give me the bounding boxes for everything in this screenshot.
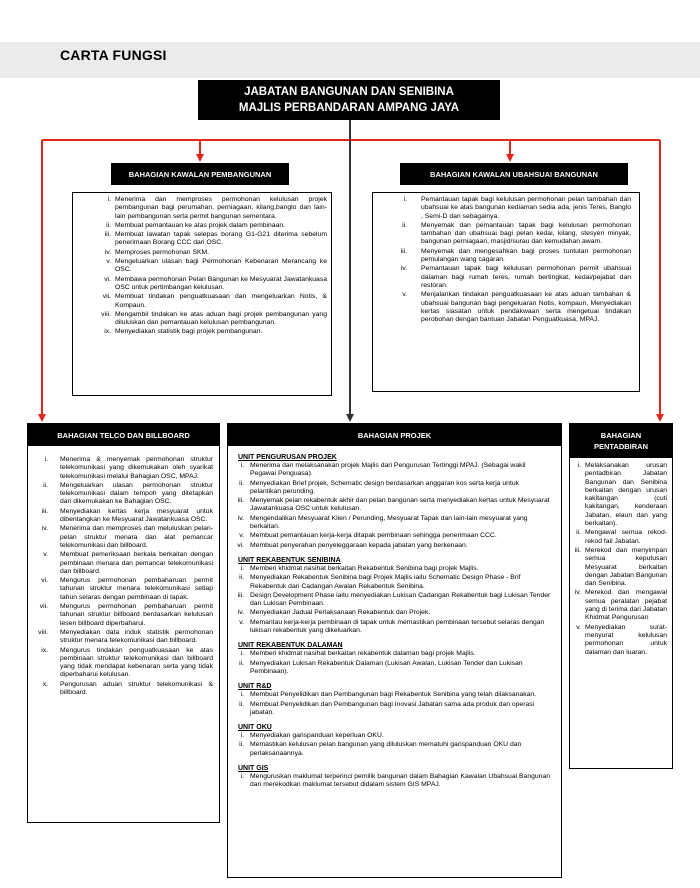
item-number: iv. xyxy=(574,589,581,597)
item-text: Memberi khidmat nasihat berkaitan Rekabentuk Senibina bagi projek Majlis. xyxy=(250,564,479,572)
list-item xyxy=(228,515,551,532)
list-item xyxy=(73,293,327,310)
item-number: ix. xyxy=(104,328,111,336)
item-text: Menyediakan Jadual Perlaksanaan Rekabentuk dan Projek. xyxy=(250,609,431,617)
list-item xyxy=(373,222,631,247)
item-text: Menerima dan memproses permohonan kelulusan projek pembangunan bagi perumahan, perniagaan, kilang,banglo dan lain-lain pembangunan serta permit bangunan sementara. xyxy=(115,196,327,220)
item-number: viii. xyxy=(101,310,111,318)
list-item xyxy=(228,497,551,514)
item-number: v. xyxy=(402,291,407,299)
list-item xyxy=(570,547,667,588)
item-number: v. xyxy=(43,551,48,559)
list-item xyxy=(73,328,327,336)
projek-unit xyxy=(228,765,555,790)
item-text: Membuat tindakan penguatkuasaan dan mengeluarkan Notis, & Kompaun. xyxy=(115,293,327,309)
list-item xyxy=(28,629,213,646)
item-number: v. xyxy=(239,532,244,540)
item-number: ii. xyxy=(239,659,244,667)
kawalan-pembangunan-title: BAHAGIAN KAWALAN PEMBANGUNAN xyxy=(111,163,289,185)
item-text: Mengawal semua rekod-rekod fail Jabatan. xyxy=(585,529,667,545)
item-text: Memproses permohonan SKM. xyxy=(115,248,210,256)
list-item xyxy=(73,231,327,248)
item-number: iv. xyxy=(104,248,111,256)
item-number: v. xyxy=(239,618,244,626)
item-text: Design Development Phase iaitu menyediakan Lukisan Cadangan Rekabentuk bagi Lukisan Tender dan Lukisan Pembinaan. xyxy=(250,591,551,608)
list-item xyxy=(228,462,551,479)
item-number: iii. xyxy=(574,546,581,554)
list-item xyxy=(228,542,551,550)
item-text: Menyediakan statistik bagi projek pembangunan. xyxy=(115,328,263,336)
item-text: Mengambil tindakan ke atas aduan bagi projek pembangunan yang diluluskan dan pemantauan kelulusan pembangunan. xyxy=(115,310,327,327)
item-text: Pemantauan tapak bagi kelulusan permohonan pelan tambahan dan ubahsuai ke atas bangunan kediaman sedia ada, jenis Teres, Banglo , Semi-D dan sebagainya. xyxy=(421,196,631,220)
list-item xyxy=(228,650,551,658)
list-item xyxy=(228,741,551,758)
item-text: Mengurus tindakan penguatkuasaan ke atas pembinaan struktur telekomunikasi dan billboard yang tidak mendapat kebenaran serta yang tidak diperbaharui kelulusan. xyxy=(60,646,213,679)
list-item xyxy=(570,624,667,657)
projek-title: BAHAGIAN PROJEK xyxy=(228,424,561,446)
department-name: JABATAN BANGUNAN DAN SENIBINA xyxy=(244,86,454,98)
unit-title: UNIT REKABENTUK SENIBINA xyxy=(238,556,341,564)
item-number: i. xyxy=(577,462,581,469)
item-number: i. xyxy=(107,196,111,203)
item-number: iv. xyxy=(400,265,407,273)
list-item xyxy=(73,258,327,275)
projek-unit xyxy=(228,724,555,758)
item-text: Melaksanakan urusan pentadbiran Jabatan Bangunan dan Senibina berkaitan dengan urusan kakitangan (cuti kakitangan, kenderaan Jabatan, elaun dan yang berkaitan). xyxy=(585,462,667,528)
item-number: iv. xyxy=(41,525,48,533)
unit-title: UNIT PENGURUSAN PROJEK xyxy=(238,454,337,461)
list-item xyxy=(228,480,551,497)
list-item xyxy=(570,529,667,546)
item-text: Menyemak dan pemantauan tapak bagi kelulusan permohonan tambahan dan ubahsuai bagi pelan kedai, kilang, stesyen minyak, bangunan perniagaan, masjid/surau dan kemudahan awam. xyxy=(421,221,631,246)
item-text: Mengurus permohonan pembaharuan permit tahunan struktur billboard berdasarkan kelulusan lesen billboard diperbaharui. xyxy=(60,603,213,627)
projek-unit xyxy=(228,642,555,676)
item-text: Menerima dan melaksanakan projek Majlis dari Pengurusan Tertinggi MPAJ. (Sebagai wakil Pegawai Penguasa). xyxy=(250,462,526,478)
item-number: x. xyxy=(42,680,48,688)
list-item xyxy=(28,681,213,698)
item-text: Menyediakan surat-menyurat kelulusan permohonan untuk dalaman dan luaran. xyxy=(585,623,667,656)
list-item xyxy=(73,276,327,293)
list-item xyxy=(228,619,551,636)
projek-unit xyxy=(228,557,555,635)
list-item xyxy=(28,456,213,481)
item-number: iii. xyxy=(104,231,111,239)
item-number: vi. xyxy=(41,577,48,585)
item-text: Menyediakan data induk statistik permohonan struktur menara telekomunikasi dan billboard. xyxy=(60,628,213,645)
item-number: ii. xyxy=(239,479,244,487)
telco-list xyxy=(28,446,219,697)
kawalan-ubahsuai-list xyxy=(373,193,639,324)
item-text: Menjalankan tindakan penguatkuasaan ke atas aduan tambahan & ubahsuai bangunan bagi pengeluaran Notis, kompaun, Menyediakan kertas siasatan untuk pendakwaan serta mengetuai tindakan perobohan dengan bantuan Jabatan Penguatkuasa, MPAJ. xyxy=(421,291,631,324)
projek-unit xyxy=(228,454,555,550)
list-item xyxy=(28,577,213,602)
unit-title: UNIT REKABENTUK DALAMAN xyxy=(238,642,343,650)
item-number: vii. xyxy=(102,293,111,301)
item-number: ii. xyxy=(239,574,244,582)
list-item xyxy=(228,565,551,573)
item-number: i. xyxy=(403,196,407,203)
list-item xyxy=(228,532,551,540)
item-text: Membuat pemeriksaan berkala berkaitan dengan pembinaan menara dan pemancar telekomunikasi dan billboard. xyxy=(60,551,213,575)
item-number: i. xyxy=(240,732,244,740)
kawalan-pembangunan-box xyxy=(72,192,332,396)
item-text: Membuat lawatan tapak selepas borang G1-G21 diterima sebelum penerimaan Borang CCC dari OSC. xyxy=(115,231,327,247)
unit-list xyxy=(228,773,555,790)
item-number: i. xyxy=(240,773,244,781)
unit-list xyxy=(228,650,555,676)
item-text: Merekod dan menyimpan semua keputusan Mesyuarat berkaitan dengan Jabatan Bangunan dan Senibina. xyxy=(585,546,667,588)
list-item xyxy=(373,248,631,265)
item-number: iii. xyxy=(237,591,244,599)
item-text: Menyediakan Brief projek, Schematic design berdasarkan anggaran kos serta kerja untuk pelantikan perunding. xyxy=(250,479,520,495)
item-number: ii. xyxy=(239,741,244,749)
item-text: Membuat pemantauan kerja-kerja ditapak pembinaan sehingga penerimaan CCC. xyxy=(250,532,497,540)
list-item xyxy=(28,603,213,628)
item-text: Menyediakan garispanduan keperluan OKU. xyxy=(250,732,384,740)
item-number: ix. xyxy=(41,646,48,654)
item-number: viii. xyxy=(38,628,48,636)
list-item xyxy=(373,265,631,290)
kawalan-ubahsuai-box xyxy=(372,192,640,392)
item-number: iv. xyxy=(237,514,244,522)
unit-title: UNIT R&D xyxy=(238,683,272,691)
item-number: i. xyxy=(240,462,244,469)
telco-title: BAHAGIAN TELCO DAN BILLBOARD xyxy=(28,424,219,446)
item-number: iii. xyxy=(400,247,407,255)
list-item xyxy=(228,609,551,617)
item-number: ii. xyxy=(43,481,48,489)
list-item xyxy=(228,691,551,699)
unit-list xyxy=(228,732,555,758)
unit-list xyxy=(228,462,555,550)
item-text: Mengendalikan Mesyuarat Klien / Perunding, Mesyuarat Tapak dan lain-lain mesyuarat yang berkaitan. xyxy=(250,514,528,531)
item-number: i. xyxy=(240,650,244,658)
list-item xyxy=(228,701,551,718)
list-item xyxy=(228,660,551,677)
item-text: Pengurusan aduan struktur telekomunikasi & billboard. xyxy=(60,680,213,697)
list-item xyxy=(373,196,631,221)
item-number: iii. xyxy=(41,507,48,515)
item-text: Menguruskan maklumat terperinci pemilik bangunan dalam Bahagian Kawalan Ubahsuai Bangunan dan merekodkan maklumat tersebut didalam sistem GIS MPAJ. xyxy=(250,773,551,789)
item-number: vi. xyxy=(237,541,244,549)
pentadbiran-title-line2: PENTADBIRAN xyxy=(593,442,649,451)
item-number: ii. xyxy=(402,221,407,229)
kawalan-pembangunan-list xyxy=(73,193,331,337)
item-number: ii. xyxy=(576,529,581,537)
item-text: Merekod dan mengawal semua peralatan pejabat yang di terima dari Jabatan Khidmat Pengurusan xyxy=(585,589,667,622)
item-text: Membuat penyerahan penyeleggaraan kepada jabatan yang berkenaan. xyxy=(250,541,468,549)
item-text: Menerima dan memproses dan meluluskan pelan-pelan struktur menara dan alat pemancar telekomunikasi dan billboard. xyxy=(60,525,213,549)
item-number: iv. xyxy=(237,609,244,617)
projek-units xyxy=(228,446,561,790)
unit-list xyxy=(228,565,555,635)
unit-list xyxy=(228,691,555,717)
list-item xyxy=(570,589,667,622)
list-item xyxy=(73,196,327,221)
item-number: i. xyxy=(240,564,244,572)
item-text: Memberi khidmat nasihat berkaitan rekabentuk dalaman bagi projek Majlis. xyxy=(250,650,476,658)
item-text: Membuat Penyelidikan dan Pembangunan bagi Rekabentuk Senibina yang telah dilaksanakan. xyxy=(250,691,537,699)
item-text: Menyemak dan mengesahkan bagi proses tuntutan permohonan pemulangan wang cagaran. xyxy=(421,247,631,264)
list-item xyxy=(228,592,551,609)
item-number: ii. xyxy=(239,700,244,708)
pentadbiran-title xyxy=(570,424,672,458)
list-item xyxy=(570,462,667,528)
list-item xyxy=(28,525,213,550)
list-item xyxy=(28,647,213,680)
item-text: Menyediakan kertas kerja mesyuarat untuk dibentangkan ke Mesyuarat Jawatankuasa OSC. xyxy=(60,507,213,524)
item-text: Menyediakan Lukisan Rekabentuk Dalaman (Lukisan Awalan, Lukisan Tender dan Lukisan Pembinaan). xyxy=(250,659,523,675)
item-number: v. xyxy=(106,258,111,266)
projek-unit xyxy=(228,683,555,717)
item-number: vi. xyxy=(104,275,111,283)
item-text: Memantau kerja-kerja pembinaan di tapak untuk memastikan pembinaan tersebut selaras dengan lukisan rekabentuk yang dikeluarkan. xyxy=(250,618,545,635)
pentadbiran-box xyxy=(569,423,673,769)
list-item xyxy=(73,249,327,257)
item-text: Mengeluarkan ulasan permohonan struktur telekomunikasi dalam tempoh yang ditetapkan dan dikemukakan ke Bahagian OSC. xyxy=(60,481,213,506)
item-text: Menyemak pelan rekabentuk akhir dan pelan bangunan serta menyediakan kertas untuk Mesyuarat Jawatankuasa OSC untuk kelulusan. xyxy=(250,497,550,513)
list-item xyxy=(28,508,213,525)
list-item xyxy=(228,574,551,591)
item-text: Menerima & menyemak permohonan struktur telekomunikasi yang dikemukakan oleh syarikat telekomunikasi melalui Bahagian OSC, MPAJ. xyxy=(60,456,213,480)
item-text: Membawa permohonan Pelan Bangunan ke Mesyuarat Jawatankuasa OSC untuk pertimbangan kelulusan. xyxy=(115,275,327,291)
list-item xyxy=(373,291,631,324)
council-name: MAJLIS PERBANDARAN AMPANG JAYA xyxy=(238,102,460,114)
list-item xyxy=(28,482,213,507)
item-text: Memastikan kelulusan pelan bangunan yang diluluskan mematuhi garispanduan OKU dan perlaksanaannya. xyxy=(250,741,522,757)
item-text: Membuat pemantauan ke atas projek dalam pembinaan. xyxy=(115,221,286,229)
item-number: v. xyxy=(576,623,581,631)
item-number: vii. xyxy=(39,603,48,611)
pentadbiran-title-line1: BAHAGIAN xyxy=(600,431,642,440)
item-text: Pemantauan tapak bagi kelulusan permohonan permit ubahsuai dalaman bagi rumah teres, rumah bertingkat, kedai/pejabat dan restoran. xyxy=(421,265,631,289)
list-item xyxy=(228,773,551,790)
projek-box xyxy=(227,423,562,878)
item-number: ii. xyxy=(106,221,111,229)
item-text: Mengeluarkan ulasan bagi Permohonan Kebenaran Merancang ke OSC. xyxy=(115,258,327,274)
list-item xyxy=(28,551,213,576)
pentadbiran-list xyxy=(570,458,672,657)
item-text: Membuat Penyelidikan dan Pembangunan bagi Inovasi Jabatan sama ada produk dan operasi jabatan. xyxy=(250,700,535,716)
list-item xyxy=(228,732,551,740)
item-number: i. xyxy=(44,456,48,463)
page-title: CARTA FUNGSI xyxy=(60,47,167,63)
list-item xyxy=(73,222,327,230)
telco-box xyxy=(27,423,220,823)
unit-title: UNIT GIS xyxy=(238,765,269,773)
kawalan-ubahsuai-title: BAHAGIAN KAWALAN UBAHSUAI BANGUNAN xyxy=(400,163,628,185)
list-item xyxy=(73,311,327,328)
item-text: Mengurus permohonan pembaharuan permit tahunan struktur menara telekomunikasi setiap tahun selaras dengan pembinaan di tapak. xyxy=(60,577,213,601)
item-number: i. xyxy=(240,691,244,699)
item-number: iii. xyxy=(237,497,244,505)
unit-title: UNIT OKU xyxy=(238,724,272,732)
item-text: Menyediakan Rekabentuk Senibina bagi Projek Majlis iaitu Schematic Design Phase - Brif Rekabentuk dan Cadangan Awalan Rekabentuk Senibina. xyxy=(250,574,521,590)
